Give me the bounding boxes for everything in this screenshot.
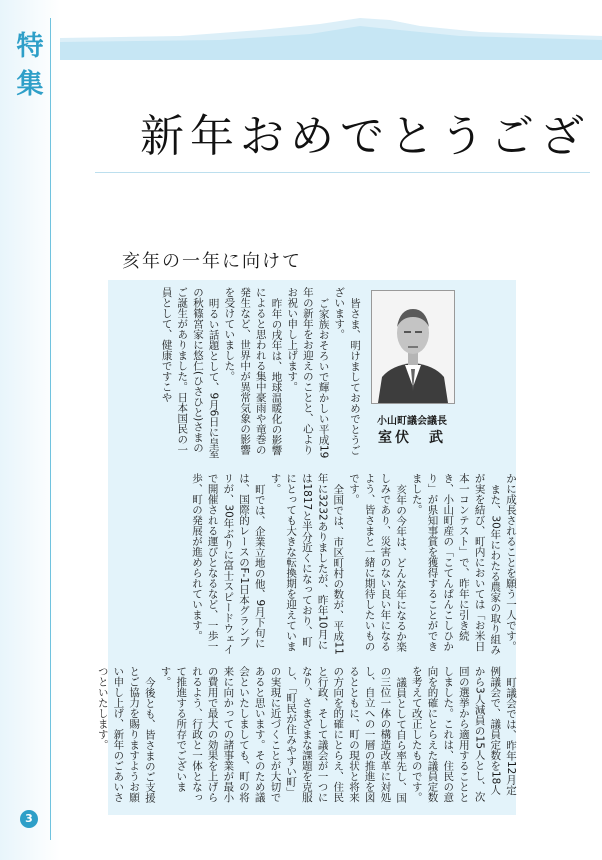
paragraph: 皆さま、明けましておめでとうございます。 (333, 287, 361, 455)
banner-title: 新年おめでとうござ (140, 111, 590, 162)
side-strip (0, 0, 60, 860)
article-column-1 (118, 287, 362, 462)
paragraph: 全国では、市区町村の数が、平成11年に3232ありましたが、昨年10月には1817と半分近くになっており、町にとっても大きな転換期を迎えています。 (269, 473, 345, 655)
side-rule (50, 18, 51, 840)
section-label-tokushu (12, 30, 48, 102)
paragraph: ご家族おそろいで輝かしい平成19年の新年をお迎えのことと、心よりお祝い申し上げます。 (286, 287, 330, 458)
paragraph: かに成長されることを願う一人です。 (505, 473, 517, 652)
divider (95, 172, 590, 173)
paragraph: また、30年にわたる農家の取り組みが実を結び、町内においては「お米日本一コンテスト」で、昨年に引き続き、小山町産の「こてんぱんこしひかり」が県知事賞を獲得することができました。 (410, 473, 502, 655)
paragraph: 明るい話題として、9月6日に皇室の秋篠宮家に悠仁(ひさひと)さまのご誕生がありました。日本国民の一員として、健康ですこや (160, 287, 220, 458)
paragraph: 町では、企業立地の他、9月下旬には、国際的レースのF-1日本グランプリが、30年ぶりに富士スピードウェイで開催される運びとなるなど、一歩一歩、町の発展が進められています。 (190, 473, 266, 655)
speaker-name: 室伏 武 (378, 430, 446, 446)
paragraph: 昨年の戌年は、地球温暖化の影響によると思われる集中豪雨や竜巻の発生など、世界中が異常気象の影響を受けていました。 (223, 287, 283, 455)
article-column-3 (96, 666, 518, 804)
paragraph: 今後とも、皆さまのご支援とご協力を賜りますようお願い申し上げ、新年のごあいさつといたします。 (96, 666, 156, 803)
paragraph: 議員として自ら率先し、国の三位一体の構造改革に対処し、自立への一層の推進を図るとともに、町の現状と将来の方向を的確にとらえ、住民と行政、そして議会が一つになり、さまざまな課題を克服し、「町民が住みやすい町」の実現に近づくことが大切であると思います。そのため議会といたしましても、町の将来に向かっての諸事業が最小の費用で最大の効果を上げられるよう、行政と一体となって推進する所存でございます。 (159, 666, 408, 803)
mountain-header-graphic (60, 0, 602, 60)
speaker-title: 小山町議会議長 (377, 416, 447, 427)
paragraph: 町議会では、昨年12月定例議会で、議員定数を18人から3人減員の15人とし、次回の選挙から適用することとしました。これは、住民の意向を的確にとらえた議員定数を考えて改正したものです。 (410, 666, 517, 803)
speaker-photo (371, 290, 455, 404)
paragraph: 亥年の今年は、どんな年になるか楽しみであり、災害のない良い年になるよう、皆さまと一緒に期待したいものです。 (347, 473, 408, 652)
article-subtitle: 亥年の一年に向けて (122, 251, 302, 272)
page-number: 3 (20, 810, 38, 828)
section-label-char: 集 (16, 69, 44, 100)
section-label-char: 特 (16, 31, 44, 62)
article-column-2 (118, 473, 518, 655)
portrait-image (372, 291, 454, 403)
